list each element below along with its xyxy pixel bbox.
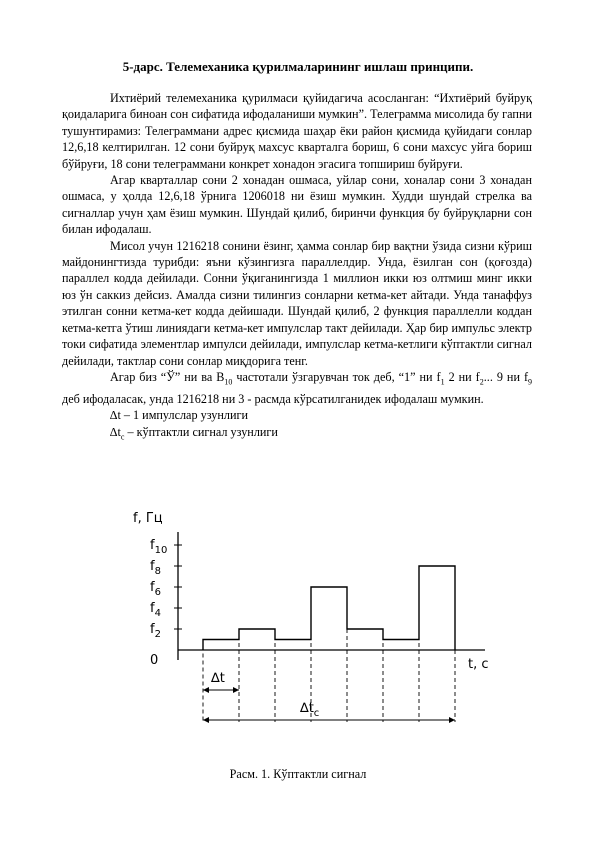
definition-dt: ∆t – 1 импулслар узунлиги: [110, 408, 249, 423]
x-axis-label: t, c: [468, 657, 489, 672]
y-axis-label: f, Гц: [133, 511, 163, 526]
y-tick-label: $f_6$: [150, 580, 161, 598]
signal-line: [203, 566, 455, 650]
document-body: [62, 90, 532, 445]
lesson-title: 5-дарс. Телемеханика қурилмаларининг ишлаш принципи.: [122, 59, 474, 74]
paragraph-2: Агар кварталлар сони 2 хонадан ошмаса, уйлар сони, хоналар сони 3 хонадан ошмаса, у ҳолда 12,6,18 ўрнига 1206018 ни ёзиш мумкин. Худди шундай стрелка ва сигналлар учун ҳам ёзиш мумкин. Шундай қилиб, биринчи функция бу буйруқларни сон билан ифодалаш.: [62, 173, 532, 237]
figure-caption: Расм. 1. Кўптактли сигнал: [229, 767, 367, 781]
y-tick-label: $f_2$: [150, 622, 161, 640]
dtc-label: $\Delta t_c$: [300, 701, 320, 719]
paragraph-1: Ихтиёрий телемеханика қурилмаси қуйидагича асосланган: “Ихтиёрий буйруқ қоидаларига биноан сон сифатида ифодаланиши мумкин”. Телеграмма мисолида бу гапни тушунтирамиз: Телеграммани адрес қисмида шаҳар ёки район қисмида қуйидаги сонлар 12,6,18 келтирилган. 12 сони буйруқ махсус кварталга бориш, 6 сони махсус уйга бориш бўйруғи, 18 сони телеграммани конкрет хонадон эгасига топшириш буйруғи.: [62, 91, 532, 171]
dtc-arrowhead-right: [449, 717, 455, 723]
dt-arrowhead-left: [203, 687, 209, 693]
dt-label: ∆t: [211, 671, 225, 686]
paragraph-3: Мисол учун 1216218 сонини ёзинг, ҳамма сонлар бир вақтни ўзида сизни кўриш майдонингтизда турибди: яъни кўзингизга параллелдир. Унда, ёзилган сон (қоғозда) параллел кодда дейилади. Сонни ўқиганингизда 1 миллион икки юз олтмиш минг икки юз ўн саккиз дейсиз. Амалда сизни тилингиз сонларни кетма-кет айтади. Унда танаффуз этилган сонни кетма-кет кодда дейишади. Шундай қилиб, 2 функция параллелли коддан кетма-кетга ўтиш линиядаги кетма-кет импулслар такт дейилади. Ҳар бир импульс электр токи сифатида элементлар импулси дейилади, импулслар кетма-кетлиги кўптактли сигнал дейилади, тактлар сони сонлар миқдорига тенг.: [62, 238, 532, 368]
paragraph-4: Агар биз “Ў” ни ва $В_{10}$ частотали ўзгарувчан ток деб, “1” ни $f_1$ 2 ни $f_2$... 9 ни $f_9$ деб ифодаласак, унда 1216218 ни 3 - расмда кўрсатилганидек ифодалаш мумкин.: [62, 369, 533, 406]
figure: [0, 480, 596, 730]
definition-dtc: $\Delta t_c$ – кўптактли сигнал узунлиги: [110, 424, 278, 441]
dtc-arrowhead-left: [203, 717, 209, 723]
y-tick-0: 0: [150, 653, 159, 668]
y-tick-label: $f_{10}$: [150, 538, 168, 556]
y-tick-label: $f_4$: [150, 601, 161, 619]
multi-tact-signal-chart: [0, 480, 596, 730]
dt-arrowhead-right: [233, 687, 239, 693]
y-tick-label: $f_8$: [150, 559, 161, 577]
